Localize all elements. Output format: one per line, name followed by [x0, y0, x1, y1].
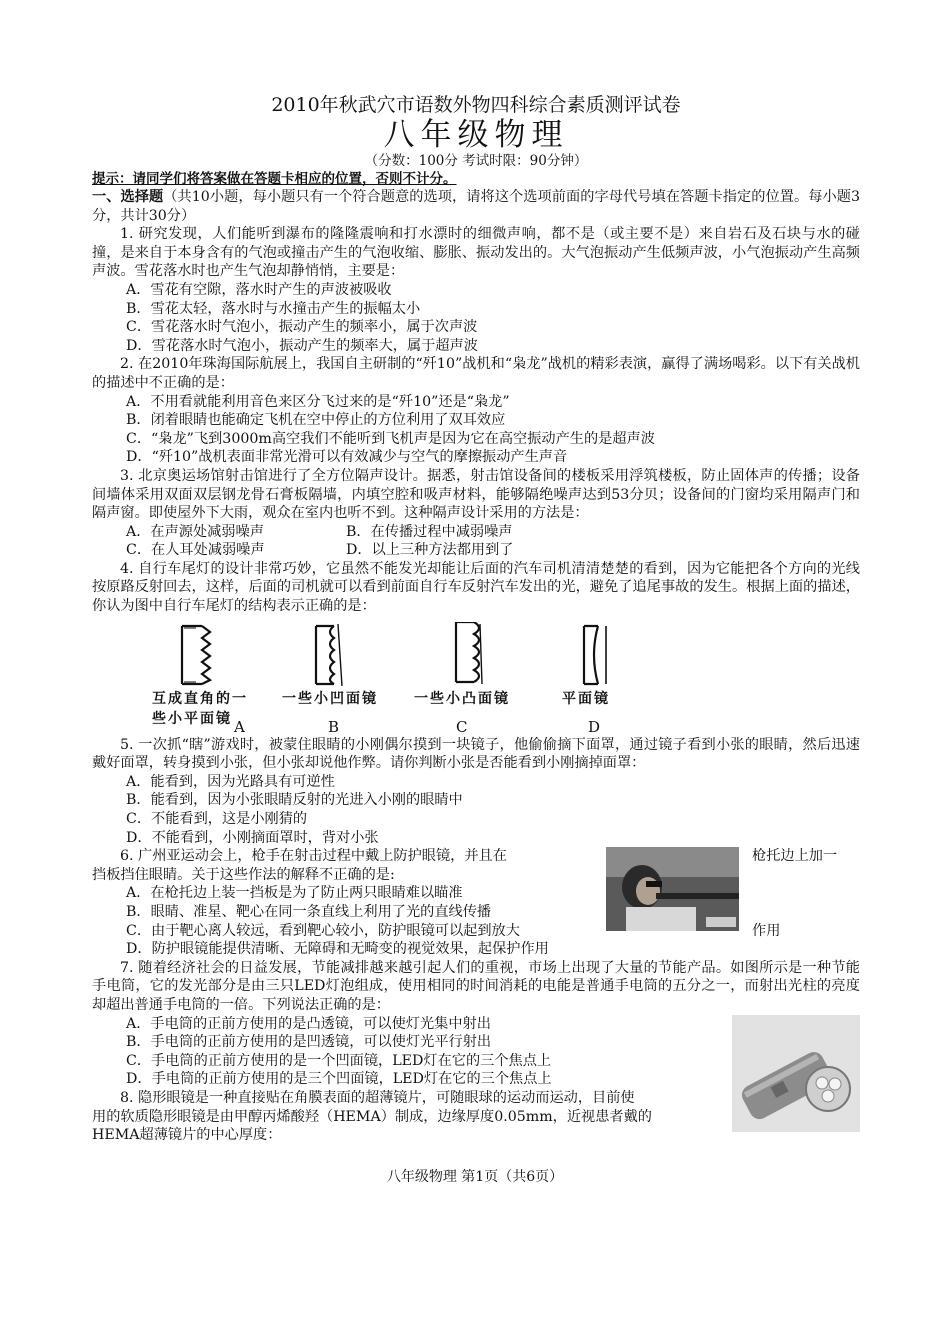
question-6-stem-left — [92, 847, 592, 866]
question-6-stem-left-text: 6. 广州亚运动会上，枪手在射击过程中戴上防护眼镜，并且在 — [120, 848, 507, 865]
taillight-d-drawing — [584, 626, 606, 684]
question-1-option-b: B．雪花太轻，落水时与水撞击产生的振幅太小 — [126, 300, 421, 317]
taillight-b-drawing — [316, 624, 342, 686]
question-7-option-a: A．手电筒的正前方使用的是凸透镜，可以使灯光集中射出 — [126, 1015, 491, 1032]
question-2-stem: 2. 在2010年珠海国际航展上，我国自主研制的“歼10”战机和“枭龙”战机的精彩表演，赢得了满场喝彩。以下有关战机的描述中不正确的是： — [92, 356, 860, 391]
page-footer: 八年级物理 第1页（共6页） — [386, 1169, 564, 1185]
section-heading: 一、选择题 — [92, 189, 164, 205]
question-1-stem: 1. 研究发现，人们能听到瀑布的隆隆震响和打水漂时的细微声响，都不是（或主要不是）来自岩石及石块与水的碰撞，是来自于本身含有的气泡或撞击产生的气泡收缩、膨胀、振动发出的。大气泡振动产生低频声波，小气泡振动产生高频声波。雪花落水时也产生气泡却静悄悄，主要是： — [92, 226, 860, 280]
question-1-option-d: D．雪花落水时气泡小，振动产生的频率大，属于超声波 — [126, 337, 478, 354]
letter-b: B — [328, 717, 340, 736]
question-7-options — [92, 1015, 860, 1145]
question-2-option-d: D．“歼10”战机表面非常光滑可以有效减少与空气的摩擦振动产生声音 — [126, 449, 568, 466]
question-6-stem-cont: 挡板挡住眼睛。关于这些作法的解释不正确的是: — [92, 866, 395, 883]
label-b: 一些小凹面镜 — [282, 690, 378, 707]
taillight-a-drawing — [182, 626, 210, 684]
question-2-option-c: C．“枭龙”飞到3000m高空我们不能听到飞机声是因为它在高空振动产生的是超声波 — [126, 430, 655, 447]
question-3-options-row-2 — [92, 541, 860, 560]
question-4-stem: 4. 自行车尾灯的设计非常巧妙，它虽然不能发光却能让后面的汽车司机清清楚楚的看到，因为它能把各个方向的光线按原路反射回去，这样，后面的司机就可以看到前面自行车反射汽车发出的光，避免了追尾事故的发生。根据上面的描述，你认为图中自行车尾灯的结构表示正确的是： — [92, 560, 860, 615]
question-7-option-c: C．手电筒的正前方使用的是一个凹面镜，LED灯在它的三个焦点上 — [126, 1052, 552, 1069]
question-2-option-a: A．不用看就能利用音色来区分飞过来的是“歼10”还是“枭龙” — [126, 393, 510, 410]
label-a-line2: 些小平面镜 — [152, 710, 232, 727]
exam-page — [92, 92, 860, 1145]
question-6-option-b: B．眼睛、准星、靶心在同一条直线上利用了光的直线传播 — [126, 904, 492, 920]
question-3-option-d: D．以上三种方法都用到了 — [346, 542, 514, 559]
question-7-option-d: D．手电筒的正前方使用的是三个凹面镜，LED灯在它的三个焦点上 — [126, 1071, 552, 1088]
question-8-stem-line-1: 8. 隐形眼镜是一种直接贴在角膜表面的超薄镜片，可随眼球的运动而运动，目前使 — [120, 1089, 635, 1106]
exam-hint: 提示：请同学们将答案做在答题卡相应的位置，否则不计分。 — [92, 171, 457, 187]
exam-title: 2010年秋武穴市语数外物四科综合素质测评试卷 — [271, 94, 681, 116]
shooter-photo-graphic — [606, 847, 739, 931]
question-1-option-a: A．雪花有空隙，落水时产生的声波被吸收 — [126, 281, 392, 298]
question-6-option-a: A．在枪托边上装一挡板是为了防止两只眼睛难以瞄准 — [126, 885, 463, 902]
question-5-option-c: C．不能看到，这是小刚猜的 — [126, 811, 308, 828]
question-8-stem-line-2: 用的软质隐形眼镜是由甲醇丙烯酸羟（HEMA）制成，边缘厚度0.05mm，近视患者戴的 — [92, 1108, 652, 1125]
question-5-option-a: A．能看到，因为光路具有可逆性 — [126, 773, 335, 790]
letter-a: A — [234, 717, 245, 736]
shooter-photo — [606, 847, 739, 931]
section-instruction: （共10小题，每小题只有一个符合题意的选项，请将这个选项前面的字母代号填在答题卡指定的位置。每小题3分，共计30分） — [92, 189, 860, 224]
subject-title: 八年级物理 — [383, 117, 569, 153]
question-6-option-c-text: C．由于靶心离人较远，看到靶心较小，防护眼镜可以起到放大 — [126, 922, 520, 939]
question-2-option-b: B．闭着眼睛也能确定飞机在空中停止的方位利用了双耳效应 — [126, 412, 506, 429]
label-c: 一些小凸面镜 — [414, 690, 510, 707]
question-3-option-c: C．在人耳处减弱噪声 — [126, 542, 265, 559]
question-3-options-row-1 — [92, 523, 860, 542]
question-6-option-c-right: 作用 — [752, 922, 781, 939]
taillight-c-drawing — [456, 622, 482, 684]
question-7-option-b: B．手电筒的正前方使用的是凹透镜，可以使灯光平行射出 — [126, 1034, 492, 1051]
question-5-option-b: B．能看到，因为小张眼睛反射的光进入小刚的眼睛中 — [126, 792, 463, 809]
question-1-option-c: C．雪花落水时气泡小，振动产生的频率小，属于次声波 — [126, 319, 478, 336]
letter-c: C — [456, 717, 468, 736]
label-d: 平面镜 — [562, 690, 610, 707]
question-5-stem: 5. 一次抓“瞎”游戏时，被蒙住眼睛的小刚偶尔摸到一块镜子，他偷偷摘下面罩，通过镜子看到小张的眼睛，然后迅速戴好面罩，转身摸到小张，但小张却说他作弊。请你判断小张是否能看到小刚摘掉面罩： — [92, 736, 860, 772]
letter-d: D — [588, 717, 601, 736]
exam-info: （分数：100分 考试时限：90分钟） — [364, 153, 588, 169]
question-6-stem-right: 枪托边上加一 — [752, 848, 838, 865]
question-8-stem-line-3: HEMA超薄镜片的中心厚度： — [92, 1127, 282, 1144]
question-6-option-d: D．防护眼镜能提供清晰、无障碍和无畸变的视觉效果，起保护作用 — [126, 941, 549, 958]
section-intro — [92, 188, 860, 225]
question-6-option-c — [92, 922, 860, 941]
question-5-option-d: D．不能看到，小刚摘面罩时，背对小张 — [126, 829, 379, 846]
question-6 — [92, 847, 860, 959]
flashlight-photo-graphic — [732, 1015, 860, 1132]
question-3-option-a: A．在声源处减弱噪声 — [126, 523, 264, 540]
flashlight-photo — [732, 1015, 860, 1132]
label-a-line1: 互成直角的一 — [152, 690, 248, 707]
bike-taillight-figure — [92, 618, 860, 736]
taillight-structures — [144, 622, 764, 688]
question-3-stem: 3. 北京奥运场馆射击馆进行了全方位隔声设计。据悉，射击馆设备间的楼板采用浮筑楼板，防止固体声的传播；设备间墙体采用双面双层钢龙骨石膏板隔墙，内填空腔和吸声材料，能够隔绝噪声达到53分贝；设备间的门窗均采用隔声门和隔声窗。即使屋外下大雨，观众在室内也听不到。这种隔声设计采用的方法是： — [92, 467, 860, 522]
question-3-option-b: B．在传播过程中减弱噪声 — [346, 523, 513, 540]
question-7-stem: 7. 随着经济社会的日益发展，节能减排越来越引起人们的重视，市场上出现了大量的节能产品。如图所示是一种节能手电筒，它的发光部分是由三只LED灯泡组成，使用相同的时间消耗的电能是普通手电筒的五分之一，而射出光柱的亮度却超出普通手电筒的一倍。下列说法正确的是： — [92, 959, 860, 1013]
